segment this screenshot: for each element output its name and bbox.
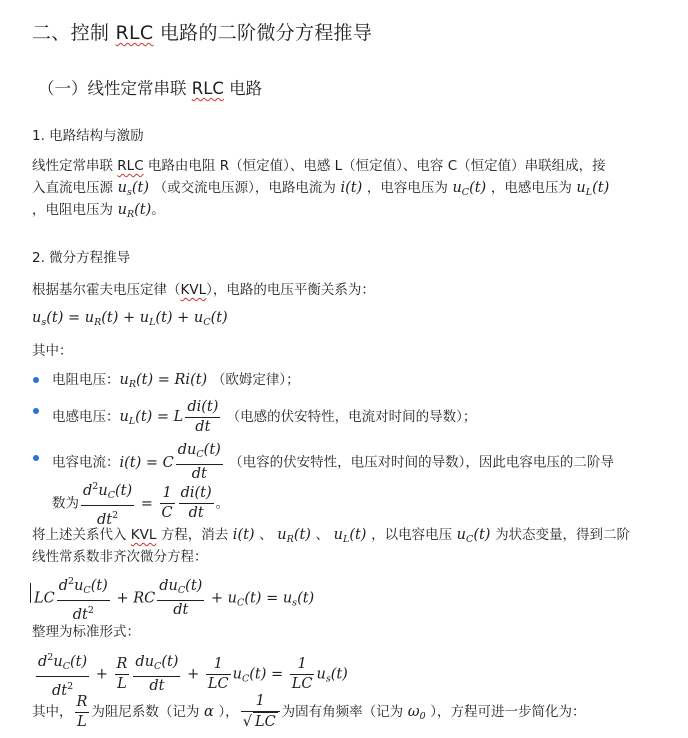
kvl-intro: 根据基尔霍夫电压定律（KVL），电路的电压平衡关系为： bbox=[32, 282, 375, 298]
text-cursor bbox=[30, 583, 31, 603]
rlc-spellcheck-word[interactable]: RLC bbox=[117, 158, 144, 174]
bullet-dot bbox=[33, 377, 39, 383]
math-uc: $u_C(t)$ bbox=[447, 180, 491, 198]
standard-form-label: 整理为标准形式： bbox=[32, 624, 140, 640]
bullet-dot bbox=[33, 455, 39, 461]
math-ul: $u_L(t)$ bbox=[571, 180, 610, 198]
kvl-spellcheck-word[interactable]: KVL bbox=[130, 527, 157, 543]
ode-equation: LC $\frac{d^2u_C(t)}{dt^2}$ + RC $\frac{du_C(t)}{dt}$ + $u_C(t) = u_s(t)$ bbox=[34, 572, 314, 625]
last-line: 其中， $\frac{R}{L}$ 为阻尼系数（记为 α ）， $\frac{1}{√ LC}$ 为固有角频率（记为 $\omega_0$ ），方程可进一步简化为： bbox=[32, 693, 586, 730]
main-heading: 二、控制 RLC 电路的二阶微分方程推导 bbox=[32, 22, 373, 44]
math-inductor: $u_L(t) = L$ $\frac{di(t)}{dt}$ bbox=[119, 398, 219, 435]
bullet-resistor: 电阻电压：$u_R(t) = Ri(t)$ （欧姆定律）； bbox=[52, 372, 300, 390]
bullet-dot bbox=[33, 408, 39, 414]
standard-form-equation: $\frac{d^2u_C(t)}{dt^2}$ + $\frac{R}{L}$ $\frac{du_C(t)}{dt}$ + $\frac{1}{LC}$ $u_C(t)$ = $\frac{1}{LC}$ $u_s(t)$ bbox=[34, 648, 348, 701]
math-second-derivative: $\frac{d^2u_C(t)}{dt^2}$ = $\frac{1}{C}$ $\frac{di(t)}{dt}$ bbox=[79, 496, 216, 512]
sec1-line-1: 线性定常串联 RLC 电路由电阻 R（恒定值）、电感 L（恒定值）、电容 C（恒定值）串联组成，接 bbox=[32, 158, 606, 174]
sec1-line-3: ，电阻电压为 $u_R(t)$。 bbox=[32, 202, 165, 220]
substitution-line-1: 将上述关系代入 KVL 方程，消去 i(t) 、 $u_R(t)$ 、 $u_L(t)$ ，以电容电压 $u_C(t)$ 为状态变量，得到二阶 bbox=[32, 527, 631, 545]
bullet-inductor: 电感电压：$u_L(t) = L$ $\frac{di(t)}{dt}$ （电感的伏安特性，电流对时间的导数）； bbox=[52, 398, 477, 435]
math-us: $u_s(t)$ bbox=[113, 180, 154, 198]
sub-heading: （一）线性定常串联 RLC 电路 bbox=[38, 79, 263, 98]
section-2-title: 2. 微分方程推导 bbox=[32, 250, 131, 266]
math-capacitor: i(t) = C $\frac{du_C(t)}{dt}$ bbox=[119, 442, 221, 482]
bullet-capacitor-cont: 数为 $\frac{d^2u_C(t)}{dt^2}$ = $\frac{1}{C}$ $\frac{di(t)}{dt}$ 。 bbox=[52, 477, 229, 530]
substitution-line-2: 线性常系数非齐次微分方程： bbox=[32, 549, 208, 565]
sec1-line-2: 入直流电压源 $u_s(t)$ （或交流电压源），电路电流为 i(t) ，电容电压为 $u_C(t)$ ，电感电压为 $u_L(t)$ bbox=[32, 180, 610, 198]
kvl-equation: $u_s(t) = u_R(t) + u_L(t) + u_C(t)$ bbox=[32, 310, 228, 328]
where-label: 其中： bbox=[32, 343, 73, 359]
kvl-spellcheck-word[interactable]: KVL bbox=[180, 282, 207, 298]
bullet-capacitor: 电容电流：i(t) = C $\frac{du_C(t)}{dt}$ （电容的伏安特性，电压对时间的导数），因此电容电压的二阶导 bbox=[52, 442, 614, 482]
math-ur: $u_R(t)$ bbox=[113, 202, 152, 220]
math-ohm: $u_R(t) = Ri(t)$ bbox=[119, 372, 212, 390]
rlc-spellcheck-word[interactable]: RLC bbox=[115, 22, 154, 44]
section-1-title: 1. 电路结构与激励 bbox=[32, 128, 144, 144]
math-i: i(t) bbox=[335, 180, 367, 196]
rlc-spellcheck-word[interactable]: RLC bbox=[191, 79, 224, 98]
